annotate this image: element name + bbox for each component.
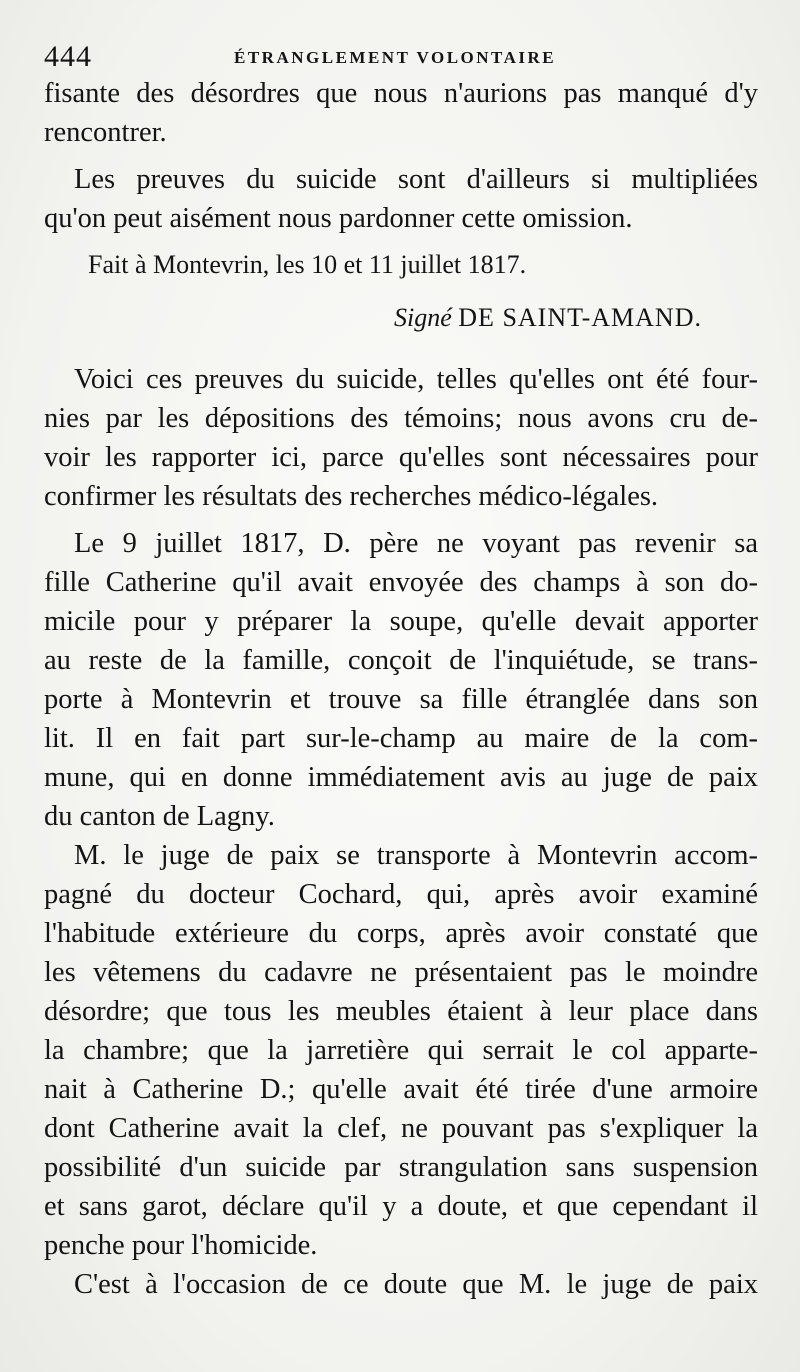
text-line: fille Catherine qu'il avait envoyée des champs à son do- (44, 567, 758, 598)
text-line: désordre; que tous les meubles étaient à leur place dans (44, 996, 758, 1027)
paragraph-justice-of-peace (44, 836, 758, 1265)
text-line: lit. Il en fait part sur-le-champ au maire de la com- (44, 723, 758, 754)
text-line: M. le juge de paix se transporte à Montevrin accom- (74, 840, 758, 871)
text-line: micile pour y préparer la soupe, qu'elle devait apporter (44, 606, 758, 637)
text-line: Les preuves du suicide sont d'ailleurs si multipliées (74, 164, 758, 195)
paragraph-july-ninth (44, 524, 758, 836)
text-line: rencontrer. (44, 117, 167, 148)
signature (44, 298, 758, 338)
page-number: 444 (44, 40, 92, 73)
text-line: Voici ces preuves du suicide, telles qu'elles ont été four- (74, 364, 758, 395)
text-line: possibilité d'un suicide par strangulation sans suspension (44, 1152, 758, 1183)
text-line: confirmer les résultats des recherches médico-légales. (44, 481, 659, 512)
signature-name: DE SAINT-AMAND. (458, 303, 702, 332)
text-line: C'est à l'occasion de ce doute que M. le juge de paix (74, 1269, 758, 1300)
text-line: la chambre; que la jarretière qui serrait le col apparte- (44, 1035, 758, 1066)
text-line: mune, qui en donne immédiatement avis au juge de paix (44, 762, 758, 793)
running-title: ÉTRANGLEMENT VOLONTAIRE (234, 48, 557, 67)
text-line: fisante des désordres que nous n'aurions pas manqué d'y (44, 78, 758, 109)
text-line: dont Catherine avait la clef, ne pouvant pas s'expliquer la (44, 1113, 758, 1144)
paragraph-continuation (44, 74, 758, 152)
text-line: nait à Catherine D.; qu'elle avait été tirée d'une armoire (44, 1074, 758, 1105)
text-line: et sans garot, déclare qu'il y a doute, et que cependant il (44, 1191, 758, 1222)
text-line: les vêtemens du cadavre ne présentaient pas le moindre (44, 957, 758, 988)
text-line: du canton de Lagny. (44, 801, 275, 832)
text-line: au reste de la famille, conçoit de l'inquiétude, se trans- (44, 645, 758, 676)
text-line: penche pour l'homicide. (44, 1230, 318, 1261)
text-line: nies par les dépositions des témoins; nous avons cru de- (44, 403, 758, 434)
dateline: Fait à Montevrin, les 10 et 11 juillet 1817. (88, 250, 527, 279)
text-line: voir les rapporter ici, parce qu'elles sont nécessaires pour (44, 442, 758, 473)
text-line: qu'on peut aisément nous pardonner cette omission. (44, 203, 633, 234)
text-line: porte à Montevrin et trouve sa fille étranglée dans son (44, 684, 758, 715)
running-head (44, 30, 758, 74)
paragraph-doubt (44, 1265, 758, 1304)
text-line: l'habitude extérieure du corps, après avoir constaté que (44, 918, 758, 949)
paragraph-proofs (44, 160, 758, 238)
paragraph-evidence-intro (44, 360, 758, 516)
signature-signe: Signé (394, 303, 452, 332)
text-line: pagné du docteur Cochard, qui, après avoir examiné (44, 879, 758, 910)
text-line: Le 9 juillet 1817, D. père ne voyant pas revenir sa (74, 528, 758, 559)
